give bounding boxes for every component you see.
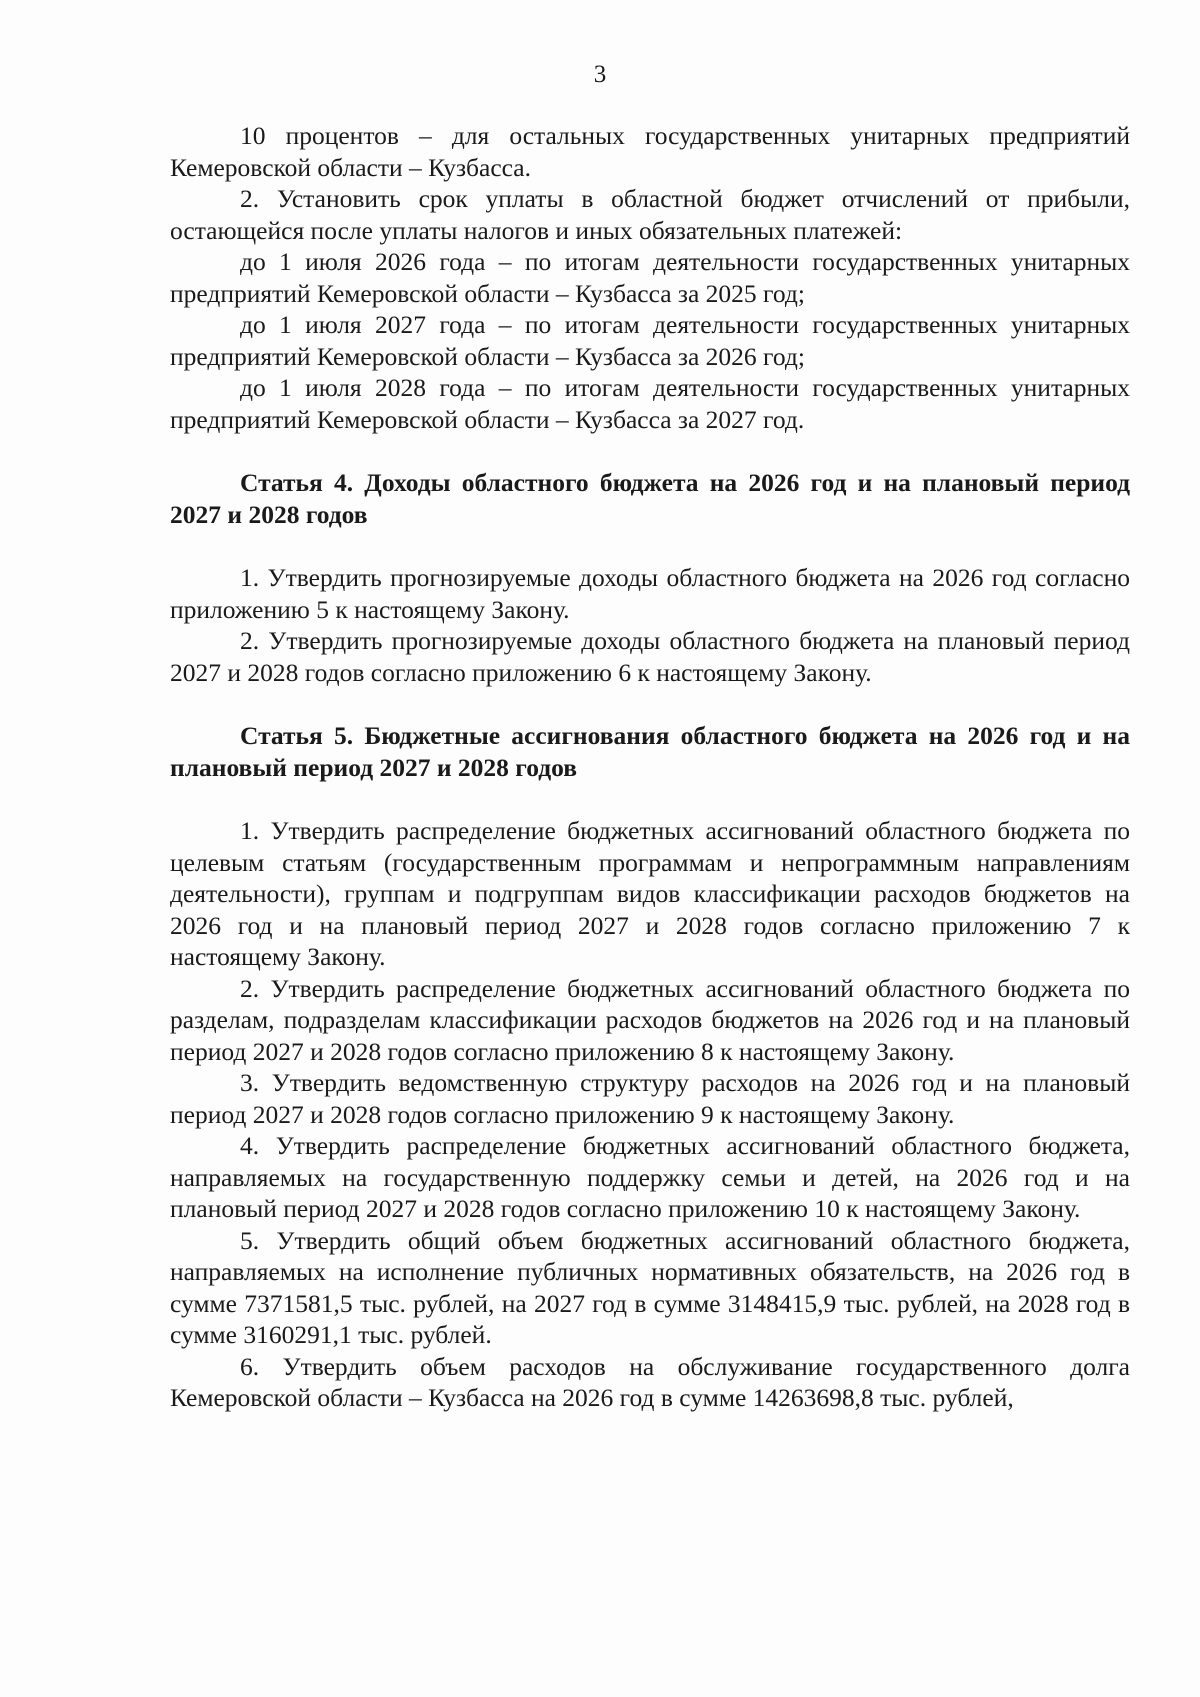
- article-5-paragraph-3: 3. Утвердить ведомственную структуру расходов на 2026 год и на плановый период 2027 и 2028 годов согласно приложению 9 к настоящему Закону.: [170, 1068, 1130, 1129]
- paragraph-payment-deadline: 2. Установить срок уплаты в областной бюджет отчислений от прибыли, остающейся после уплаты налогов и иных обязательных платежей:: [170, 184, 1130, 245]
- article-4-paragraph-1: 1. Утвердить прогнозируемые доходы областного бюджета на 2026 год согласно приложению 5 к настоящему Закону.: [170, 563, 1130, 624]
- page-number: 3: [593, 61, 607, 88]
- paragraph-deadline-2027: до 1 июля 2027 года – по итогам деятельности государственных унитарных предприятий Кемеровской области – Кузбасса за 2026 год;: [170, 310, 1130, 371]
- article-4-paragraph-2: 2. Утвердить прогнозируемые доходы областного бюджета на плановый период 2027 и 2028 годов согласно приложению 6 к настоящему Закону.: [170, 626, 1130, 687]
- article-4-heading: Статья 4. Доходы областного бюджета на 2026 год и на плановый период 2027 и 2028 годов: [170, 468, 1130, 529]
- article-5-paragraph-1: 1. Утвердить распределение бюджетных ассигнований областного бюджета по целевым статьям (государственным программам и непрограммным направлениям деятельности), группам и подгруппам видов классификации расходов бюджетов на 2026 год и на плановый период 2027 и 2028 годов согласно приложению 7 к настоящему Закону.: [170, 816, 1130, 971]
- article-5-paragraph-5: 5. Утвердить общий объем бюджетных ассигнований областного бюджета, направляемых на исполнение публичных нормативных обязательств, на 2026 год в сумме 7371581,5 тыс. рублей, на 2027 год в сумме 3148415,9 тыс. рублей, на 2028 год в сумме 3160291,1 тыс. рублей.: [170, 1225, 1130, 1349]
- document-body: [170, 120, 1130, 1414]
- paragraph-deadline-2026: до 1 июля 2026 года – по итогам деятельности государственных унитарных предприятий Кемеровской области – Кузбасса за 2025 год;: [170, 247, 1130, 308]
- paragraph-deadline-2028: до 1 июля 2028 года – по итогам деятельности государственных унитарных предприятий Кемеровской области – Кузбасса за 2027 год.: [170, 373, 1130, 434]
- paragraph-percent-others: 10 процентов – для остальных государственных унитарных предприятий Кемеровской области – Кузбасса.: [170, 121, 1130, 182]
- article-5-paragraph-6: 6. Утвердить объем расходов на обслуживание государственного долга Кемеровской области – Кузбасса на 2026 год в сумме 14263698,8 тыс. рублей,: [170, 1351, 1130, 1412]
- article-5-heading: Статья 5. Бюджетные ассигнования областного бюджета на 2026 год и на плановый период 2027 и 2028 годов: [170, 721, 1130, 782]
- article-5-paragraph-4: 4. Утвердить распределение бюджетных ассигнований областного бюджета, направляемых на государственную поддержку семьи и детей, на 2026 год и на плановый период 2027 и 2028 годов согласно приложению 10 к настоящему Закону.: [170, 1131, 1130, 1223]
- article-5-paragraph-2: 2. Утвердить распределение бюджетных ассигнований областного бюджета по разделам, подразделам классификации расходов бюджетов на 2026 год и на плановый период 2027 и 2028 годов согласно приложению 8 к настоящему Закону.: [170, 973, 1130, 1066]
